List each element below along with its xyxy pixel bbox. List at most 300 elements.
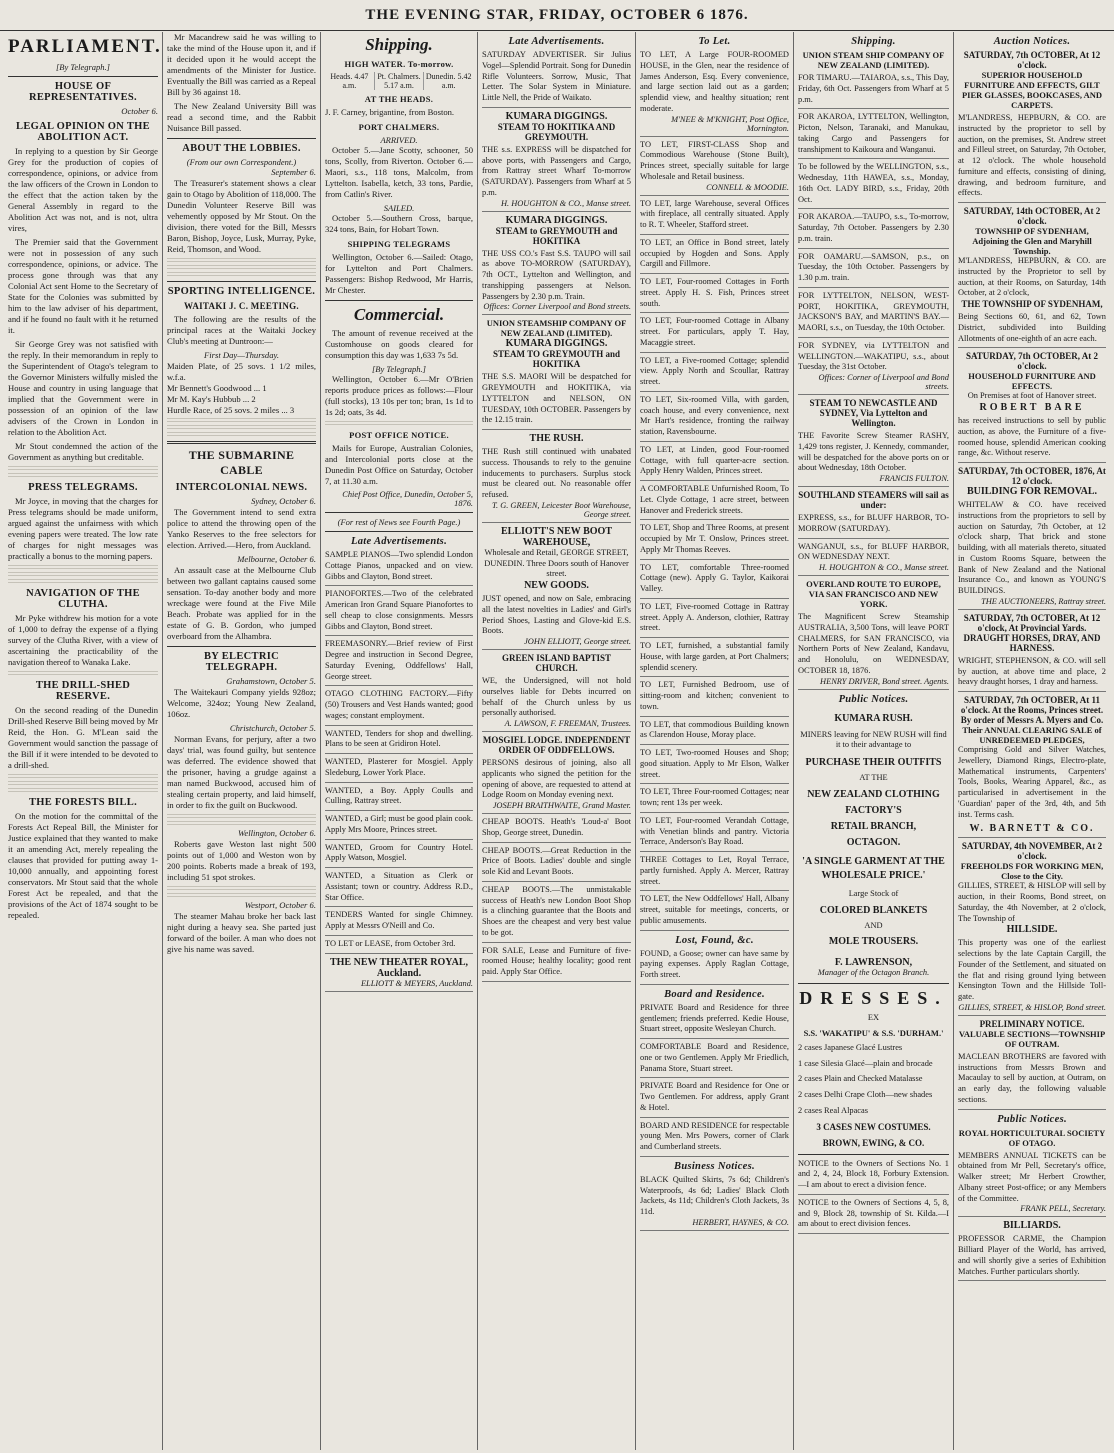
column-1 — [4, 32, 162, 1450]
arrived-text: October 5.—Jane Scotty, schooner, 50 tons, Scolly, from Riverton. October 6.—Maori, s.s., 118 tons, Malcolm, from Lyttelton. Isabella, ketch, 33 tons, Pardie, from Catlin's River. — [325, 145, 473, 199]
costumes-line: 3 CASES NEW COSTUMES. — [816, 1121, 931, 1132]
race-line: Hurdle Race, of 25 sovs. 2 miles ... 3 — [167, 405, 295, 415]
ad-sign: Offices: Corner of Liverpool and Bond streets. — [818, 373, 949, 391]
ad-block — [640, 602, 789, 638]
ad-block — [958, 1234, 1106, 1281]
ad-sign: HENRY DRIVER, Bond street. Agents. — [820, 676, 949, 686]
hillside-heading: HILLSIDE. — [1006, 924, 1058, 936]
lost-found-heading: Lost, Found, &c. — [675, 934, 754, 946]
ad-block — [640, 641, 789, 677]
by-telegraph: [By Telegraph.] — [56, 62, 110, 72]
ad-block — [640, 445, 789, 481]
ad-text: THREE Cottages to Let, Royal Terrace, partly furnished. Apply A. Mercer, Rattray street. — [640, 855, 789, 886]
ad-sign: H. HOUGHTON & CO., Manse street. — [818, 563, 949, 572]
nz-clothing-line: NEW ZEALAND CLOTHING — [807, 788, 940, 800]
ad-text: PRIVATE Board and Residence for One or Two Gentlemen. For address, apply Grant & Hotel. — [640, 1081, 789, 1112]
sydenham-heading: THE TOWNSHIP OF SYDENHAM, — [961, 299, 1103, 309]
date-line: SATURDAY, 7th OCTOBER, At 2 o'clock. — [965, 351, 1099, 372]
lobbies-dateline: September 6. — [271, 167, 316, 177]
date-line: SATURDAY, 14th OCTOBER, At 2 o'clock. — [963, 206, 1101, 226]
ad-text: MACLEAN BROTHERS are favored with instructions from Messrs Brown and Macaulay to sell by auction, at Outram, on an early day, the following valuable sections. — [958, 1051, 1106, 1104]
ad-text: This property was one of the earliest selections by the late Captain Cargill, the Founder of the Settlement, and situated on the flat and rising ground lying between Kensington Town and the Hillside Toll-gate. — [958, 938, 1106, 1001]
ad-text: TO LET, Furnished Bedroom, use of sitting-room and kitchen; convenient to town. — [640, 680, 789, 711]
barnett-sign: W. BARNETT & CO. — [958, 823, 1106, 838]
ad-text: M'LANDRESS, HEPBURN, & CO. are instructed by the Proprietor to sell by auction, at their Rooms, on Saturday, 14th October, at 2 o'clock, — [958, 256, 1106, 298]
ad-text: WHITELAW & CO. have received instructions from the proprietors to sell by auction on Saturday, 7th October, at 12 o'clock sharp, That brick and stone building, with all materials thereto, situated in Custom Rooms Square, between the Bank of New Zealand and the National Insurance Co., and known as YOUNG'S BUILDINGS. — [958, 500, 1106, 595]
ad-text: TO LET, at Linden, good Four-roomed Cottage, with full quarter-acre section. Apply Henry Walden, Princes street. — [640, 444, 789, 476]
ad-text: TO LET, FIRST-CLASS Shop and Commodious Warehouse (Stone Built), Princes street, specially suitable for large Wholesale and Retail business. — [640, 139, 789, 181]
port-chalmers-heading: PORT CHALMERS. — [358, 122, 440, 132]
ad-text: Comprising Gold and Silver Watches, Jewellery, Diamond Rings, Electro-plate, Mathematical instruments, Carpenters' Tools, Books, Wearing Apparel, &c., as particularised in advertisement in the 'Guardian' paper of the 3rd, 4th, and 5th inst. Terms cash. — [958, 745, 1106, 819]
ad-text: THE USS CO.'s Fast S.S. TAUPO will sail as above TO-MORROW (SATURDAY), 7th OCT., Lyttelton and Wellington, and transhipping passengers at Nelson. Passengers by 2.30 p.m. Train. — [482, 248, 631, 301]
post-office-sign: Chief Post Office, Dunedin, October 5, 1876. — [342, 490, 473, 508]
ad-text: To be followed by the WELLINGTON, s.s., Wednesday, 11th HAWEA, s.s., Monday, 16th Oct. LADY BIRD, s.s., Friday, 20th Oct. — [798, 162, 949, 204]
tide-table — [325, 72, 473, 90]
household-heading: HOUSEHOLD FURNITURE AND EFFECTS. — [968, 371, 1096, 392]
shipping-heading: Shipping. — [851, 36, 896, 47]
ad-sign: T. G. GREEN, Leicester Boot Warehouse, George street. — [491, 500, 631, 519]
press-telegrams-heading: PRESS TELEGRAMS. — [28, 482, 138, 493]
ad-text: TO LET, Four-roomed Verandah Cottage, with Venetian blinds and pantry. Victoria Terrace, Anderson's Bay Road. — [640, 815, 789, 847]
ad-block — [798, 513, 949, 539]
newcastle-heading: STEAM TO NEWCASTLE AND SYDNEY, Via Lyttelton and Wellington. — [809, 398, 938, 428]
masthead — [0, 0, 1114, 31]
ad-block — [640, 1042, 789, 1078]
manager-line: Manager of the Octagon Branch. — [817, 968, 930, 978]
ad-block — [325, 589, 473, 636]
ad-block — [640, 894, 789, 930]
ad-text: On Premises at foot of Hanover street. — [967, 391, 1097, 401]
public-notices-heading: Public Notices. — [997, 1113, 1067, 1125]
ad-text: WANTED, Tenders for shop and dwelling. Plans to be seen at Gridiron Hotel. — [325, 728, 473, 749]
ad-block — [482, 885, 631, 943]
ad-block — [325, 939, 473, 954]
article-paragraph: The Waitekauri Company yields 928oz; Welcome, 324oz; Young New Zealand, 106oz. — [167, 687, 316, 719]
ad-block — [640, 484, 789, 520]
ad-block — [325, 786, 473, 812]
ad-text: TO LET, Three Four-roomed Cottages; near town; rent 13s per week. — [640, 787, 789, 807]
ad-block — [640, 199, 789, 235]
ad-text: TO LET, large Warehouse, several Offices with fireplace, all centrally situated. Apply to R. T. Wheeler, Stafford street. — [640, 198, 789, 229]
ad-block — [325, 639, 473, 686]
ad-text: COMFORTABLE Board and Residence, one or two Gentlemen. Apply Mr Friedlich, Panama Store, Stuart street. — [640, 1042, 789, 1073]
race-line: Maiden Plate, of 25 sovs. 1 1/2 miles, w.f.a. — [167, 361, 316, 382]
ad-sign: A. LAWSON, F. FREEMAN, Trustees. — [504, 719, 631, 728]
ad-sign: THE AUCTIONEERS, Rattray street. — [981, 596, 1106, 606]
steam-heading: STEAM TO HOKITIKA AND GREYMOUTH. — [497, 121, 616, 142]
race-line: Mr M. Kay's Hubbub ... 2 — [167, 394, 256, 404]
superior-heading: SUPERIOR HOUSEHOLD FURNITURE AND EFFECTS, GILT PIER GLASSES, BOOKCASES, AND CARPETS. — [961, 70, 1103, 110]
to-let-heading: To Let. — [698, 36, 731, 47]
factory-line: FACTORY'S — [845, 804, 902, 816]
ad-block — [798, 1198, 949, 1234]
date-line: SATURDAY, 7th OCTOBER, At 12 o'clock, At Provincial Yards. — [963, 612, 1101, 633]
ad-block — [482, 817, 631, 843]
christchurch-dateline: Christchurch, October 5. — [229, 723, 316, 733]
race-line: Mr Bennett's Goodwood ... 1 — [167, 383, 267, 393]
ad-block — [958, 312, 1106, 348]
tide-heads: Heads. 4.47 a.m. — [325, 72, 375, 90]
ad-block — [482, 676, 631, 732]
forests-bill-heading: THE FORESTS BILL. — [28, 797, 138, 808]
ad-block — [640, 720, 789, 746]
column-6 — [793, 32, 953, 1450]
ad-title: THE NEW THEATER ROYAL, Auckland. — [329, 956, 468, 979]
ad-block — [640, 356, 789, 392]
ad-sign: H. HOUGHTON & CO., Manse street. — [500, 198, 631, 208]
house-heading: HOUSE OF REPRESENTATIVES. — [29, 81, 137, 103]
sailed-text: October 5.—Southern Cross, barque, 324 tons, Bain, for Hobart Town. — [325, 213, 473, 234]
ad-block — [958, 113, 1106, 203]
ad-text: Being Sections 60, 61, and 62, Town District, subdivided into Building Allotments of one-eighth of an acre each. — [958, 312, 1106, 343]
ad-sign: JOHN ELLIOTT, George street. — [524, 637, 631, 646]
ad-text: OTAGO CLOTHING FACTORY.—Fifty (50) Trousers and Vest Hands wanted; good wages; constant employment. — [325, 689, 473, 720]
intercolonial-heading: INTERCOLONIAL NEWS. — [175, 482, 308, 493]
ad-sign: JOSEPH BRAITHWAITE, Grand Master. — [492, 801, 631, 810]
ad-text: MEMBERS ANNUAL TICKETS can be obtained from Mr Pell, Secretary's office, Walker street; Mr Herbert Crowther, Albany street Post-office; or any Members of the Committee. — [958, 1150, 1106, 1203]
elliotts-heading: ELLIOTT'S NEW BOOT WAREHOUSE, — [501, 525, 612, 548]
melbourne-dateline: Melbourne, October 6. — [237, 554, 316, 564]
dress-item: 2 cases Delhi Crape Cloth—new shades — [798, 1090, 933, 1099]
ad-block — [640, 395, 789, 442]
clearing-heading: Their ANNUAL CLEARING SALE of UNREDEEMED PLEDGES, — [962, 725, 1102, 745]
date-line: SATURDAY, 7th OCTOBER, At 11 o'clock. At the Rooms, Princes street. By order of Messrs A. Myers and Co. — [960, 695, 1104, 725]
ad-block — [958, 1151, 1106, 1218]
ad-block — [325, 814, 473, 840]
column-7 — [953, 32, 1110, 1450]
ad-sign: FRANCIS FULTON. — [879, 474, 949, 483]
date-line: SATURDAY, 4th NOVEMBER, At 2 o'clock. — [961, 841, 1103, 862]
ad-text: TO LET, a Five-roomed Cottage; splendid view. Apply North and Scoullar, Rattray street. — [640, 355, 789, 386]
ad-text: FOR AKAROA.—TAUPO, s.s., To-morrow, Saturday, 7th October. Passengers by 2.30 p.m. train. — [798, 212, 949, 243]
westport-dateline: Westport, October 6. — [244, 900, 316, 910]
ad-text: WANTED, a Girl; must be good plain cook. Apply Mrs Moore, Princes street. — [325, 814, 473, 834]
prelim-heading: PRELIMINARY NOTICE. — [979, 1018, 1085, 1029]
ex-line: EX — [867, 1013, 880, 1022]
township-heading: TOWNSHIP OF SYDENHAM, Adjoining the Glen and Maryhill Township. — [972, 226, 1092, 256]
blankets-line: COLORED BLANKETS — [819, 904, 928, 916]
ad-block — [798, 212, 949, 248]
ad-sign: GILLIES, STREET, & HISLOP, Bond street. — [958, 1002, 1106, 1012]
ad-text: WANGANUI, s.s., for BLUFF HARBOR, ON WEDNESDAY NEXT. — [798, 541, 949, 562]
ad-text: CHEAP BOOTS. Heath's 'Loud-a' Boot Shop, George street, Dunedin. — [482, 817, 631, 837]
date-line: SATURDAY, 7th OCTOBER, 1876, At 12 o'clock. — [958, 466, 1106, 486]
ad-text: WANTED, a Situation as Clerk or Assistant; town or country. Address R.D., Star Office. — [325, 871, 473, 902]
ad-block — [640, 238, 789, 274]
octagon-line: OCTAGON. — [846, 836, 901, 848]
ad-text: WANTED, Plasterer for Mosgiel. Apply Sledeburg, Lower York Place. — [325, 757, 473, 777]
commercial-heading: Commercial. — [353, 305, 445, 324]
ad-block — [482, 594, 631, 650]
ad-block — [640, 1121, 789, 1157]
ad-block — [798, 291, 949, 338]
late-ads-heading: Late Advertisements. — [508, 36, 605, 47]
ad-block — [640, 140, 789, 196]
first-day: First Day—Thursday. — [204, 350, 279, 360]
rush-heading: THE RUSH. — [529, 433, 584, 444]
article-paragraph: Norman Evans, for perjury, after a two days' trial, was found guilty, but sentence was deferred. The evidence showed that the prisoner, having a grudge against a man named Buckwood, accused him of stealing certain property, and laid himself, in order to fix the guilt on Buckwood. — [167, 734, 316, 810]
parliament-heading: PARLIAMENT. — [8, 36, 162, 57]
by-telegraph-label: [By Telegraph.] — [372, 364, 426, 374]
commercial-text: The amount of revenue received at the Customhouse on goods cleared for consumption this day was 1,633 7s 5d. — [325, 328, 473, 360]
ad-block — [798, 431, 949, 487]
ad-text: WANTED, Groom for Country Hotel. Apply Watson, Mosgiel. — [325, 842, 473, 863]
kumara-rush-heading: KUMARA RUSH. — [834, 712, 913, 724]
dateline: October 6. — [121, 106, 158, 116]
post-office-heading: POST OFFICE NOTICE. — [349, 430, 449, 440]
article-paragraph: The New Zealand University Bill was read a second time, and the Rabbit Nuisance Bill passed. — [167, 101, 316, 133]
column-4 — [477, 32, 635, 1450]
auction-heading: Auction Notices. — [993, 36, 1071, 47]
business-heading: Business Notices. — [674, 1160, 755, 1172]
dress-item: 1 case Silesia Glacé—plain and brocade — [798, 1058, 933, 1068]
stock-line: Large Stock of — [848, 888, 899, 898]
tide-port-chalmers: Pt. Chalmers. 5.17 a.m. — [375, 72, 425, 90]
ad-text: SATURDAY ADVERTISER. Sir Julius Vogel—Splendid Portrait. Song for Dunedin Rifle Volunteers. Sorrow, Music, That Letter. The Solar System in Miniature. Little Nell, the Pride of Waikato. — [482, 50, 631, 102]
ad-text: has received instructions to sell by public auction, as above, the Furniture of a five-roomed house, splendid American cooking range, &c. Without reserve. — [958, 416, 1106, 458]
royal-heading: ROYAL HORTICULTURAL SOCIETY OF OTAGO. — [958, 1127, 1106, 1148]
ad-block — [640, 316, 789, 352]
lawrenson-sign: F. LAWRENSON, — [834, 957, 913, 969]
ad-block — [482, 447, 631, 523]
sporting-heading: SPORTING INTELLIGENCE. — [167, 286, 316, 297]
ad-text: TO LET, A Large FOUR-ROOMED HOUSE, in the Glen, near the residence of James Anderson, Esq. Every convenience, and large section laid out as a garden; splendid view, and healthy situation; rent moderate. — [640, 50, 789, 113]
ad-text: FOR SYDNEY, via LYTTELTON and WELLINGTON.—WAKATIPU, s.s., about Tuesday, the 31st October. — [798, 340, 949, 372]
trousers-line: MOLE TROUSERS. — [828, 936, 919, 948]
ad-text: The Magnificent Screw Steamship AUSTRALIA, 3,500 Tons, will leave PORT CHALMERS, for SAN FRANCISCO, via Northern Ports of New Zealand, Kandavu, and Honolulu, on WEDNESDAY, OCTOBER 18, 1876. — [798, 612, 949, 675]
ad-block — [958, 416, 1106, 463]
ad-text: NOTICE to the Owners of Sections 4, 5, 8, and 9, Block 28, township of St. Kilda.—I am about to erect division fences. — [798, 1197, 949, 1229]
article-paragraph: The Premier said that the Government were not in possession of any such correspondence, opinions, or advice. The process gone through was that any Colonial Act sent Home to the Secretary of State for the Colonies was submitted by him to the law adviser of his department, and if he found no fault with it he returned it. — [8, 237, 158, 335]
shipping-telegrams-heading: SHIPPING TELEGRAMS — [347, 239, 451, 249]
article-paragraph: Mr Pyke withdrew his motion for a vote of 1,000 to defray the expense of a flying survey of the Clutha River, with a view of ascertaining the practicability of the navigation thereof to Wanaka Lake. — [8, 613, 158, 667]
ad-text: FOR AKAROA, LYTTELTON, Wellington, Picton, Nelson, Taranaki, and Manukau, taking Cargo and Passengers for transhipment to Kaikoura and Wanganui. — [798, 112, 949, 154]
union-heading: UNION STEAMSHIP COMPANY OF NEW ZEALAND (LIMITED). — [486, 318, 627, 339]
ad-text: THE S.S. MAORI Will be despatched for GREYMOUTH and HOKITIKA, via LYTTELTON and NELSON, ON TUESDAY, 10th OCTOBER. Passengers by the 12.15 train. — [482, 372, 631, 425]
article-paragraph: On the motion for the committal of the Forests Act Repeal Bill, the Minister for Justice explained that they wanted to make it an amending Act, merely repealing the clauses that provided for putting away 1-10,000 annually, and appointing forest conservators. Mr Stout said that the whole Forest Act be repealed, and that the provisions of the Act of 1874 sought to be repealed. — [8, 811, 158, 920]
ad-block — [482, 846, 631, 882]
ad-block — [325, 871, 473, 907]
ad-block — [482, 50, 631, 108]
ad-text: BOARD AND RESIDENCE for respectable young Men. Mrs Powers, corner of Clark and Cumberland streets. — [640, 1120, 789, 1151]
ad-block — [325, 729, 473, 755]
oddfellows-heading: MOSGIEL LODGE. INDEPENDENT ORDER OF ODDFELLOWS. — [482, 735, 631, 755]
ad-block — [640, 277, 789, 313]
kumara-heading: KUMARA DIGGINGS. — [505, 214, 608, 226]
ad-block — [958, 500, 1106, 610]
article-paragraph: On the second reading of the Dunedin Drill-shed Reserve Bill being moved by Mr Reid, the Hon. G. M'Lean said the Government would sanction the passage of the Bill if it were intended to be devoted to a drill-shed. — [8, 705, 158, 770]
date-line: SATURDAY, 7th OCTOBER, At 12 o'clock. — [963, 50, 1101, 70]
grahamstown-dateline: Grahamstown, October 5. — [226, 676, 316, 686]
ad-text: A COMFORTABLE Unfurnished Room, To Let. Clyde Cottage, 1 acre street, between Hanover and Frederick streets. — [640, 484, 789, 515]
ad-block — [325, 689, 473, 725]
ad-block — [958, 938, 1106, 1016]
ad-sign: M'NEE & M'KNIGHT, Post Office, Mornington. — [671, 114, 789, 133]
ad-text: FOUND, a Goose; owner can have same by paying expenses. Apply Raglan Cottage, Forth street. — [640, 948, 789, 979]
wholesale-line: WHOLESALE PRICE.' — [821, 869, 926, 881]
ad-sign: Offices: Corner Liverpool and Bond streets. — [483, 302, 631, 312]
ad-text: TENDERS Wanted for single Chimney. Apply at Messrs O'Neill and Co. — [325, 910, 473, 930]
ad-block — [640, 1003, 789, 1039]
ad-text: FOR OAMARU.—SAMSON, p.s., on Tuesday, the 10th October. Passengers by 1.30 p.m. train. — [798, 251, 949, 282]
ad-block — [958, 1052, 1106, 1110]
steam-heading: STEAM to GREYMOUTH and HOKITIKA — [495, 225, 618, 246]
ad-block — [640, 787, 789, 813]
cable-heading: THE SUBMARINE CABLE — [188, 448, 295, 477]
article-paragraph: In replying to a question by Sir George Grey for the production of copies of correspondence, opinions, or advice from the law officers of the Crown in London to the effect that the action taken by the General Assembly in regard to the Abolition Act was not, and is not, ultra vires, — [8, 146, 158, 233]
ad-text: CHEAP BOOTS.—The unmistakable success of Heath's new London Boot Shop is a clinching guarantee that the Boots and Shoes are the cheapest and very best value to be got. — [482, 884, 631, 937]
ad-block — [640, 748, 789, 784]
waitaki-heading: WAITAKI J. C. MEETING. — [184, 301, 299, 311]
ad-block — [325, 843, 473, 869]
new-goods-heading: NEW GOODS. — [524, 580, 589, 591]
shipping-heading: Shipping. — [365, 35, 433, 54]
ad-block — [798, 252, 949, 288]
ad-block — [640, 949, 789, 985]
ad-text: EXPRESS, s.s., for BLUFF HARBOR, TO-MORROW (SATURDAY). — [798, 513, 949, 533]
ad-block — [798, 612, 949, 690]
purchase-line: PURCHASE THEIR OUTFITS — [805, 757, 942, 768]
ad-text: FOR LYTTELTON, NELSON, WEST-PORT, HOKITIKA, GREYMOUTH, JACKSON'S BAY, and MARTIN'S BAY.—MAORI, s.s., on Tuesday, the 10th October. — [798, 290, 949, 332]
ad-text: THE Rush still continued with unabated success. Thousands to rely to the genuine inducements to purchasers. Surplus stock must be cleared out. No reasonable offer refused. — [482, 447, 631, 499]
article-paragraph: The Government intend to send extra police to attend the throwing open of the Yanko Reserves to the free selectors for election. Arrived.—Hero, from Auckland. — [167, 507, 316, 550]
kumara-heading: KUMARA DIGGINGS. — [505, 110, 608, 122]
ad-block — [798, 73, 949, 109]
arrived-label: ARRIVED. — [380, 135, 418, 145]
ad-sign: FRANK PELL, Secretary. — [1020, 1204, 1106, 1214]
ad-text: BLACK Quilted Skirts, 7s 6d; Children's Waterproofs, 4s 6d; Ladies' Black Cloth Jackets, 4s 11d; Children's Cloth Jackets, 3s 11d. — [640, 1174, 789, 1216]
steam-heading: STEAM TO GREYMOUTH and HOKITIKA — [493, 349, 620, 370]
freeholds-heading: FREEHOLDS FOR WORKING MEN, Close to the City. — [960, 861, 1104, 882]
valuable-heading: VALUABLE SECTIONS—TOWNSHIP OF OUTRAM. — [958, 1028, 1106, 1049]
ad-block — [640, 1175, 789, 1231]
lobbies-subheading: (From our own Correspondent.) — [186, 157, 297, 167]
masthead-title: THE EVENING STAR, FRIDAY, OCTOBER 6 1876. — [365, 6, 749, 23]
dress-item: 2 cases Plain and Checked Matalasse — [798, 1074, 923, 1084]
ad-block — [640, 523, 789, 559]
ad-text: FOR SALE, Lease and Furniture of five-roomed House; healthy locality; good rent paid. Apply Star Office. — [482, 945, 631, 976]
ad-block — [482, 145, 631, 212]
ad-sign: ELLIOTT & MEYERS, Auckland. — [360, 978, 473, 988]
ad-text: TO LET, the New Oddfellows' Hall, Albany street, suitable for meetings, concerts, or public amusements. — [640, 894, 789, 925]
robert-bare-heading: ROBERT BARE — [979, 402, 1085, 413]
dresses-heading: DRESSES. — [799, 988, 948, 1008]
high-water-heading: HIGH WATER. To-morrow. — [344, 59, 454, 69]
ad-text: PROFESSOR CARME, the Champion Billiard Player of the World, has arrived, and will shortly give a series of Exhibition Matches. Further particulars shortly. — [958, 1234, 1106, 1276]
ad-block — [640, 50, 789, 137]
ad-text: NOTICE to the Owners of Sections No. 1 and 2, 4, 24, Block 18, Forbury Extension.—I am about to erect a division fence. — [798, 1158, 949, 1189]
lobbies-heading: ABOUT THE LOBBIES. — [182, 143, 301, 154]
ad-text: TO LET, furnished, a substantial family House, with large garden, at Port Chalmers; splendid scenery. — [640, 641, 789, 672]
elliotts-address: Wholesale and Retail, GEORGE STREET, DUNEDIN. Three Doors south of Hanover street. — [484, 547, 629, 579]
garment-line: 'A SINGLE GARMENT AT THE — [802, 855, 945, 867]
ad-text: TO LET, that commodious Building known as Clarendon House, Moray place. — [640, 719, 789, 740]
ad-block — [640, 680, 789, 716]
shipping-telegrams-text: Wellington, October 6.—Sailed: Otago, for Lyttelton and Port Chalmers. Passengers: Bishop Redwood, Mr Harris, Mr Chester. — [325, 252, 473, 295]
ad-text: TO LET or LEASE, from October 3rd. — [325, 938, 456, 948]
draught-heading: DRAUGHT HORSES, DRAY, AND HARNESS. — [963, 632, 1101, 653]
ad-text: PIANOFORTES.—Two of the celebrated American Iron Grand Square Pianofortes to sell cheap to close consignments. Messrs Gibbs and Clayton, Bond street. — [325, 589, 473, 631]
ad-text: PERSONS desirous of joining, also all applicants who signed the petition for the opening of above, are requested to attend at Lodge Room on Monday evening next. — [482, 758, 631, 800]
drill-shed-heading: THE DRILL-SHED RESERVE. — [35, 680, 131, 702]
billiards-heading: BILLIARDS. — [1003, 1220, 1061, 1232]
article-paragraph: An assault case at the Melbourne Club between two gallant captains caused some sensation. To-day another body and more wreckage were found at the Five Mile Beach. Probate was applied for in the estate of G. B. Gordon, who jumped overboard from the Alhambra. — [167, 565, 316, 641]
dress-item: 2 cases Real Alpacas — [798, 1105, 868, 1115]
ad-block — [798, 162, 949, 209]
ad-text: TO LET, Six-roomed Villa, with garden, coach house, and every convenience, next Mr Hart's residence, fronting the railway station, Ravensbourne. — [640, 394, 789, 436]
ad-block — [325, 757, 473, 783]
ad-text: WANTED, a Boy. Apply Coulls and Culling, Rattray street. — [325, 785, 473, 806]
at-heads-text: J. F. Carney, brigantine, from Boston. — [325, 107, 455, 117]
legal-opinion-heading: LEGAL OPINION ON THE ABOLITION ACT. — [16, 121, 150, 143]
ad-block — [482, 372, 631, 430]
article-paragraph: Mr Joyce, in moving that the charges for Press telegrams should be made uniform, argued against the unfairness with which evening papers were treated. The low rate of charges for night messages was practically a bonus to the morning papers. — [8, 496, 158, 561]
ad-block — [798, 1159, 949, 1195]
ad-sign: HERBERT, HAYNES, & CO. — [692, 1217, 789, 1227]
commercial-text: Wellington, October 6.—Mr O'Brien reports produce prices as follows:—Flour (full stocks), 13 10s per ton; bran, 1s 1d to 1s 2d; oats, 3s 4d. — [325, 374, 473, 417]
article-paragraph: The following are the results of the principal races at the Waitaki Jockey Club's meeting at Duntroon:— — [167, 314, 316, 346]
ad-text: TO LET, Four-roomed Cottage in Albany street. For particulars, apply T. Hay, Macaggie street. — [640, 316, 789, 347]
and-line: AND — [864, 920, 883, 930]
church-heading: GREEN ISLAND BAPTIST CHURCH. — [501, 653, 612, 673]
at-heads-heading: AT THE HEADS. — [364, 94, 434, 104]
board-heading: Board and Residence. — [664, 988, 765, 1000]
ad-text: FREEMASONRY.—Brief review of First Degree and instruction in Second Degree, Saturday Evening, Oddfellows' Hall, George street. — [325, 639, 473, 681]
ad-text: FOR TIMARU.—TAIAROA, s.s., This Day, Friday, 6th Oct. Passengers from Wharf at 5 p.m. — [798, 73, 949, 104]
news-note: (For rest of News see Fourth Page.) — [337, 517, 461, 527]
ad-block — [640, 1081, 789, 1117]
ad-text: THE s.s. EXPRESS will be dispatched for above ports, with Passengers and Cargo, from Rattray street Wharf To-morrow (SATURDAY). Passengers from Wharf at 5 p.m. — [482, 144, 631, 197]
ad-block — [958, 656, 1106, 692]
wellington-dateline: Wellington, October 6. — [238, 828, 316, 838]
kumara-heading: KUMARA DIGGINGS. — [505, 338, 608, 350]
ad-text: JUST opened, and now on Sale, embracing all the latest novelties in Ladies' and Girl's Period Shoes, Lasting and Glove-kid E.S. Boots. — [482, 594, 631, 636]
ad-block — [798, 341, 949, 395]
ad-block — [482, 758, 631, 814]
ad-text: TO LET, Shop and Three Rooms, at present occupied by Mr T. Onslow, Princes street. Apply Mr Thomas Reeves. — [640, 523, 789, 554]
dress-item: 2 cases Japanese Glacé Lustres — [798, 1042, 903, 1052]
ad-text: PRIVATE Board and Residence for three gentlemen; friends preferred. Kedie House, Stuart street, opposite Wesleyan Church. — [640, 1002, 789, 1034]
sailed-label: SAILED. — [383, 203, 415, 213]
article-paragraph: The steamer Mahau broke her back last night during a heavy sea. She parted just forward of the boiler. A man who does not give his name was saved. — [167, 911, 316, 954]
ad-block — [640, 563, 789, 599]
at-the-line: AT THE — [859, 773, 888, 782]
electric-telegraph-heading: BY ELECTRIC TELEGRAPH. — [204, 651, 279, 673]
post-office-text: Mails for Europe, Australian Colonies, and Intercolonial ports close at the Dunedin Post Office on Saturday, October 7, at 11.30 a.m. — [325, 443, 473, 486]
navigation-heading: NAVIGATION OF THE CLUTHA. — [26, 588, 140, 610]
ad-sign: CONNELL & MOODIE. — [706, 182, 789, 192]
ad-block — [482, 249, 631, 316]
overland-heading: OVERLAND ROUTE TO EUROPE, VIA SAN FRANCISCO AND NEW YORK. — [806, 579, 941, 609]
public-notices-heading: Public Notices. — [838, 693, 909, 705]
ad-text: GILLIES, STREET, & HISLOP will sell by auction, in their Rooms, Bond street, on Saturday, the 4th November, at 2 o'clock, The Township of — [958, 881, 1106, 923]
miners-notice: MINERS leaving for NEW RUSH will find it to their advantage to — [800, 729, 947, 750]
brown-ewing-sign: BROWN, EWING, & CO. — [822, 1137, 925, 1148]
late-ads-heading: Late Advertisements. — [350, 536, 447, 547]
sydney-dateline: Sydney, October 6. — [251, 496, 316, 506]
article-paragraph: Mr Macandrew said he was willing to take the mind of the House upon it, and if it decided upon it he would accept the amendments of the Minister for Justice. Eventually the Bill was carried as a Repeal Bill by 36 against 18. — [167, 32, 316, 97]
article-paragraph: The Treasurer's statement shows a clear gain to Otago by Abolition of 118,000. The Dunedin Volunteer Reserve Bill was vehemently opposed by Mr Stout. On the division, there voted for the Bill, Messrs Baron, Bishop, Joyce, Lusk, Murray, Pyke, Reid, Thomson, and Wood. — [167, 178, 316, 254]
ad-text: TO LET, Four-roomed Cottages in Forth street. Apply H. S. Fish, Princes street south. — [640, 277, 789, 308]
ad-text: WE, the Undersigned, will not hold ourselves liable for Debts incurred on behalf of the Church unless by us personally authorised. — [482, 676, 631, 718]
ad-text: CHEAP BOOTS.—Great Reduction in the Price of Boots. Ladies' double and single sole Kid and Levant Boots. — [482, 845, 631, 876]
ad-block — [640, 855, 789, 891]
column-2 — [162, 32, 320, 1450]
ad-block — [325, 957, 473, 992]
ad-block — [325, 910, 473, 936]
ad-block — [482, 946, 631, 982]
ad-text: TO LET, Two-roomed Houses and Shop; good situation. Apply to Mr Elson, Walker street. — [640, 748, 789, 779]
